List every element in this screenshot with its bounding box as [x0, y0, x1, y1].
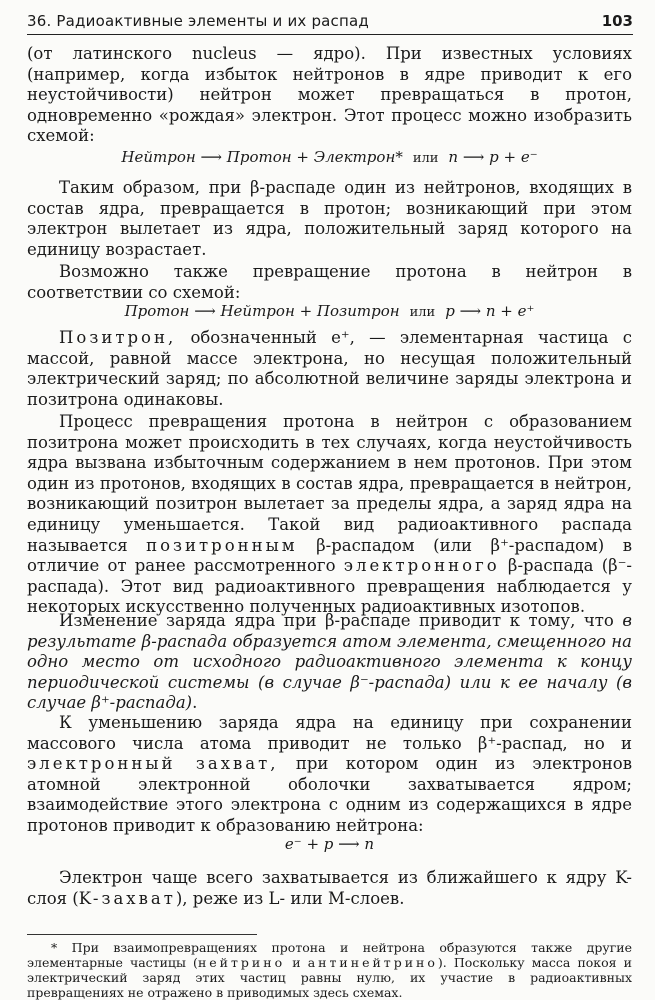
- formula-1-words: Нейтрон ⟶ Протон + Электрон*: [121, 148, 403, 166]
- paragraph-8-a: Электрон чаще всего захватывается из ближайшего к ядру K-слоя (: [27, 868, 632, 908]
- footnote-and: и: [285, 955, 308, 970]
- footnote-a: * При взаимопревращениях протона и нейтрона образуются также другие элементарные частицы (: [27, 940, 632, 970]
- term-antineutrino: антинейтрино: [307, 955, 438, 970]
- paragraph-5-c: β-распада (β⁻-распада). Этот вид радиоактивного превращения наблюдается у некоторых искусственно полученных радиоактивных изотопов.: [27, 556, 632, 617]
- paragraph-7-b: при котором один из электронов атомной электронной оболочки захватывается ядром; взаимодействие этого электрона с одним из содержащихся в ядре протонов приводит к образованию нейтрона:: [27, 754, 633, 835]
- formula-proton-decay: [27, 302, 632, 320]
- header-title: 36. Радиоактивные элементы и их распад: [27, 12, 369, 30]
- footnote: [27, 940, 632, 1000]
- formula-electron-capture: e⁻ + p ⟶ n: [284, 835, 375, 853]
- paragraph-6-a: Изменение заряда ядра при β-распаде приводит к тому, что: [59, 611, 623, 630]
- term-neutrino: нейтрино: [197, 955, 286, 970]
- paragraph-5: [27, 412, 632, 618]
- paragraph-3: Возможно также превращение протона в нейтрон в соответствии со схемой:: [27, 262, 632, 302]
- formula-2-words: Протон ⟶ Нейтрон + Позитрон: [124, 302, 400, 320]
- paragraph-2: Таким образом, при β-распаде один из нейтронов, входящих в состав ядра, превращается в протон; возникающий при этом электрон вылетает из ядра, положительный заряд которого на единицу возрастает.: [27, 178, 632, 259]
- formula-neutron-decay: [27, 148, 632, 166]
- formula-1-or: или: [412, 151, 439, 166]
- paragraph-7: [27, 713, 632, 837]
- paragraph-8-b: ), реже из L- или M-слоев.: [175, 888, 405, 908]
- displacement-rule: в результате β-распада образуется атом элемента, смещенного на одно место от исходного радиоактивного элемента к концу периодической системы (в случае β⁻-распада) или к ее началу (в случае β⁺-распада): [27, 611, 632, 713]
- paragraph-1: (от латинского nucleus — ядро). При известных условиях (например, когда избыток нейтронов в ядре приводит к его неустойчивости) нейтрон может превращаться в протон, одновременно «рождая» электрон. Этот процесс можно изобразить схемой:: [27, 44, 632, 146]
- term-positron-decay: позитронным: [146, 535, 298, 555]
- page-number: 103: [601, 12, 633, 30]
- footnote-b: ). Поскольку масса покоя и электрический заряд этих частиц равны нулю, их участие в радиоактивных превращениях не отражено в приводимых здесь схемах.: [27, 955, 632, 1000]
- formula-1-symbols: n ⟶ p + e⁻: [448, 148, 538, 166]
- term-k-capture: K-захват: [78, 888, 176, 908]
- paragraph-5-b: β-распадом (или β⁺-распадом) в отличие от ранее рассмотренного: [27, 535, 632, 576]
- paragraph-4-text: обозначенный e⁺, — элементарная частица с массой, равной массе электрона, но несущая положительный электрический заряд; по абсолютной величине заряды электрона и позитрона одинаковы.: [27, 328, 632, 409]
- paragraph-7-a: К уменьшению заряда ядра на единицу при сохранении массового числа атома приводит не только β⁺-распад, но и: [27, 713, 632, 753]
- running-header: [27, 8, 633, 35]
- paragraph-5-a: Процесс превращения протона в нейтрон с образованием позитрона может происходить в тех случаях, когда неустойчивость ядра вызвана избыточным содержанием в нем протонов. При этом один из протонов, входящих в состав ядра, превращается в нейтрон, возникающий позитрон вылетает за пределы ядра, а заряд ядра на единицу уменьшается. Такой вид радиоактивного распада называется: [27, 412, 632, 555]
- term-electron-capture: электронный захват,: [27, 754, 279, 774]
- term-electron-decay: электронного: [343, 556, 500, 576]
- paragraph-6-b: .: [192, 693, 198, 713]
- footnote-divider: [27, 934, 257, 935]
- formula-2-symbols: p ⟶ n + e⁺: [445, 302, 535, 320]
- paragraph-4: [27, 328, 632, 410]
- paragraph-8: [27, 868, 632, 909]
- paragraph-6: [27, 611, 632, 714]
- term-positron: Позитрон,: [59, 328, 177, 347]
- formula-2-or: или: [409, 305, 436, 320]
